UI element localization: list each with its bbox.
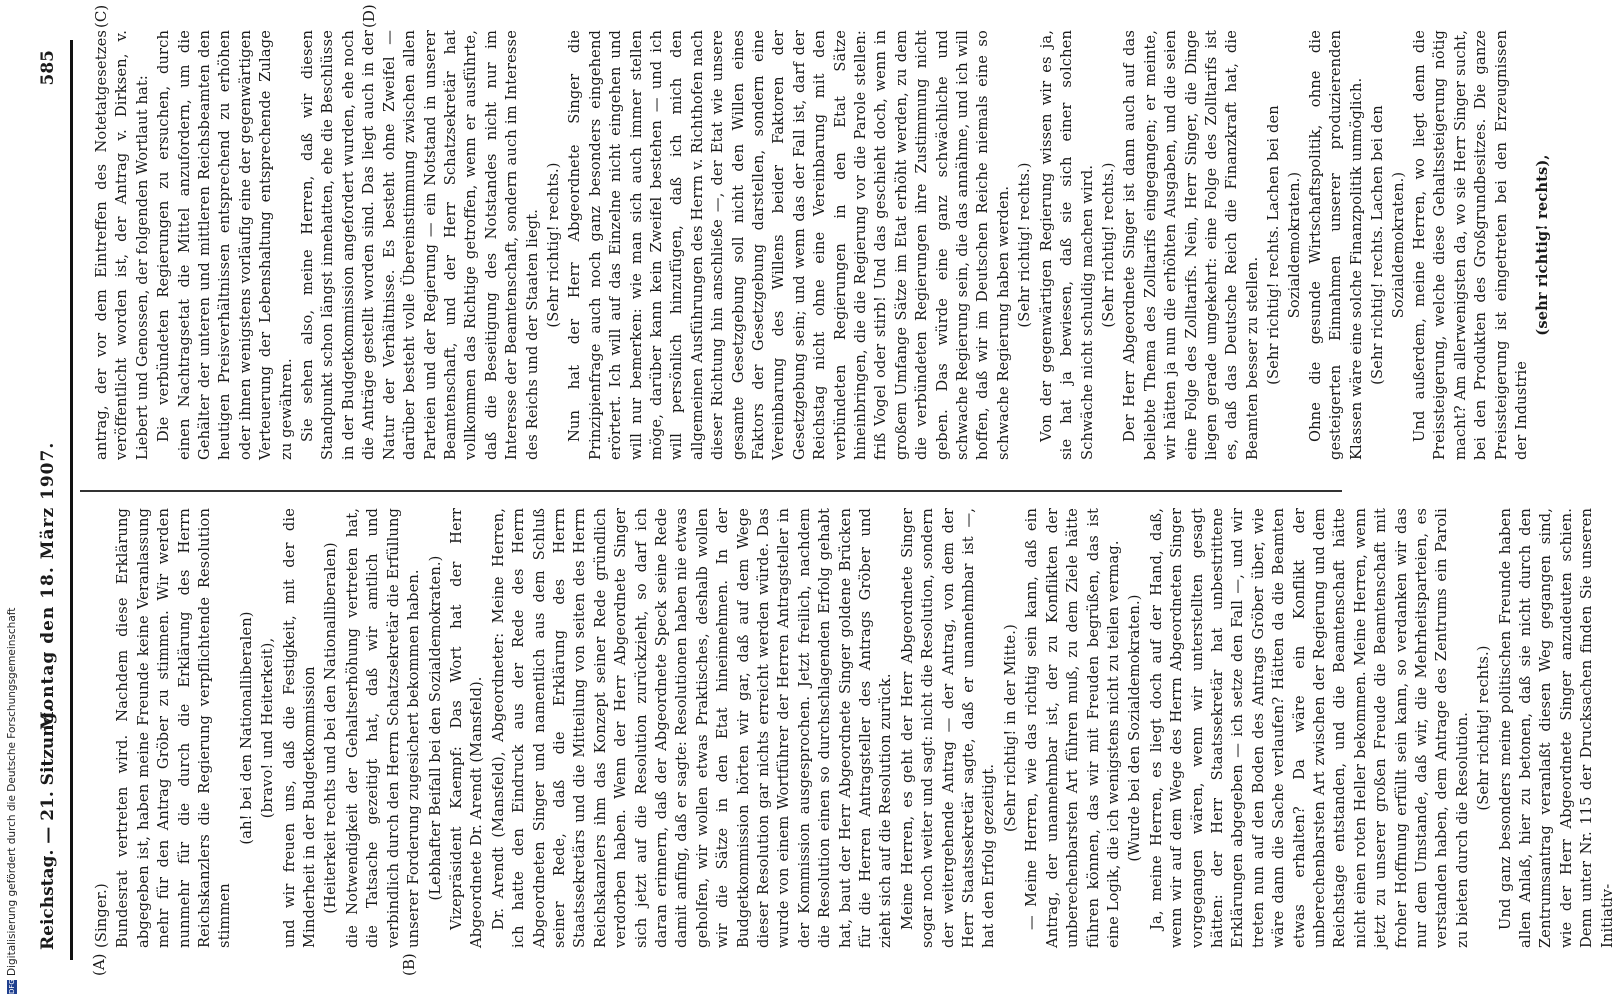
paragraph: Die verbündeten Regierungen zu ersuchen, durch einen Nachtragsetat die Mittel anzufordern, um die Gehälter der unteren und mittleren Reichsbeamten den heutigen Preisverhältnissen entsprechend zu erhöhen oder ihnen wenigstens vorläufig eine der gegenwärtigen Verteuerung der Lebenshaltung entsprechende Zulage zu gewähren. [155, 30, 295, 460]
paragraph: Und ganz besonders meine politischen Freunde haben allen Anlaß, hier zu betonen, daß sie nicht durch den Zentrumsantrag veranlaßt diesen Weg gegangen sind, wie der Herr Abgeordnete Singer anzudeuten schien. Denn unter Nr. 115 der Drucksachen finden Sie unseren Initiativ- [1496, 508, 1616, 948]
paragraph: Vizepräsident Kaempf: Das Wort hat der Herr Abgeordnete Dr. Arendt (Mansfeld). [447, 508, 486, 948]
paragraph: (Singer.) [93, 883, 110, 948]
paragraph: (Sehr richtig! in der Mitte.) [1001, 624, 1019, 832]
paragraph: (bravo! und Heiterkeit), [259, 637, 277, 819]
digitization-note: Digitalisierung gefördert durch die Deutsche Forschungsgemeinschaft [6, 607, 18, 976]
right-text-column [92, 30, 1552, 460]
header-session: Reichstag. — 21. Sitzung. [38, 706, 58, 950]
page-number: 585 [38, 50, 58, 86]
paragraph: (Sehr richtig! rechts.) [1016, 162, 1034, 328]
paragraph: (Sehr richtig! rechts.) [1475, 645, 1493, 811]
header-date: Montag den 18. März 1907. [38, 441, 58, 730]
paragraph: — Meine Herren, wie das richtig sein kann, daß ein Antrag, der unannehmbar ist, der zu Konflikten der unberechenbarsten Art führen muß, zu dem Ziele hätte führen können, das wir mit Freuden begrüßen, das ist eine Logik, die ich wenigstens nicht zu teilen vermag. [1023, 508, 1122, 948]
paragraph: (ah! bei den Nationalliberalen) [237, 611, 255, 845]
paragraph: (Heiterkeit rechts und bei den Nationalliberalen) [322, 542, 340, 914]
digitization-footer [6, 608, 18, 994]
dfg-logo-icon: DFG [8, 979, 16, 994]
paragraph: Von der gegenwärtigen Regierung wissen wir es ja, sie hat ja bewiesen, daß sie sich einer solchen Schwäche nicht schuldig machen wird. [1037, 30, 1096, 460]
paragraph: (Sehr richtig! rechts.) [1099, 162, 1117, 328]
paragraph: (Sehr richtig! rechts.) [544, 162, 562, 328]
paragraph: (Wurde bei den Sozialdemokraten.) [1126, 594, 1144, 862]
page-header [30, 40, 73, 960]
margin-marker-b: (B) [400, 953, 418, 976]
column-divider [80, 490, 1342, 492]
paragraph: Und außerdem, meine Herren, wo liegt denn die Preissteigerung, welche diese Gehaltssteigerung nötig macht? Am allerwenigsten da, wo sie Herr Singer sucht, bei den Produkten des Großgrundbesitzes. Die ganze Preissteigerung ist eingetreten bei den Erzeugnissen der Industrie [1411, 30, 1531, 460]
margin-marker-c: (C) [92, 4, 110, 28]
paragraph: Meine Herren, es geht der Herr Abgeordnete Singer sogar noch weiter und sagt: nicht die Resolution, sondern der weitergehende Antrag — der Antrag, von dem der Herr Staatssekretär sagte, daß er unannehmbar ist —, hat den Erfolg gezeitigt. [898, 508, 998, 948]
paragraph: Bundesrat vertreten wird. Nachdem diese Erklärung abgegeben ist, haben meine Freunde keine Veranlassung mehr für den Antrag Gröber zu stimmen. Wir werden nunmehr für die durch die Erklärung des Herrn Reichskanzlers die Regierung verpflichtende Resolution stimmen [114, 508, 234, 948]
paragraph: (Lebhafter Beifall bei den Sozialdemokraten.) [426, 555, 444, 901]
paragraph: Nun hat der Herr Abgeordnete Singer die Prinzipienfrage auch noch ganz besonders eingehend erörtert. Ich will auf das Einzelne nicht eingehen und will nur bemerken: wie man sich auch immer stellen möge, darüber kann kein Zweifel bestehen — und ich will persönlich hinzufügen, daß ich mich den allgemeinen Ausführungen des Herrn v. Richthofen nach dieser Richtung hin anschließe —, der Etat wie unsere gesamte Gesetzgebung soll nicht den Willen eines Faktors der Gesetzgebung darstellen, sondern eine Vereinbarung des Willens beider Faktoren der Gesetzgebung sein; und wenn das der Fall ist, darf der Reichstag nicht ohne eine Vereinbarung mit den verbündeten Regierungen in den Etat Sätze hineinbringen, die die Regierung vor die Parole stellen: friß Vogel oder stirb! Und das geschieht doch, wenn in großem Umfange Sätze im Etat erhöht werden, zu dem die verbündeten Regierungen ihre Zustimmung nicht geben. Das würde eine ganz schwächliche und schwache Regierung sein, die das annähme, und ich will hoffen, daß wir im Deutschen Reiche niemals eine so schwache Regierung haben werden. [566, 30, 1012, 460]
left-text-column [92, 508, 1616, 948]
paragraph: antrag, der vor dem Eintreffen des Notetatgesetzes veröffentlicht worden ist, der Antrag v. Dirksen, v. Liebert und Genossen, der folgenden Wortlaut hat: [93, 30, 151, 460]
paragraph: (sehr richtig! rechts), [1534, 154, 1552, 336]
paragraph: Ohne die gesunde Wirtschaftspolitik, ohne die gesteigerten Einnahmen unserer produzierenden Klassen wäre eine solche Finanzpolitik unmöglich. [1306, 30, 1365, 460]
paragraph: (Sehr richtig! rechts. Lachen bei den Sozialdemokraten.) [1369, 105, 1407, 385]
paragraph: und wir freuen uns, daß die Festigkeit, mit der die Minderheit in der Budgetkommission [280, 508, 319, 948]
paragraph: Ja, meine Herren, es liegt doch auf der Hand, daß, wenn wir auf dem Wege des Herrn Abgeordneten Singer vorgegangen wären, wenn wir unterstellten gesagt hätten: der Herr Staatssekretär hat unbestrittene Erklärungen abgegeben — ich setze den Fall —, und wir treten nun auf den Boden des Antrags Gröber über, wie wäre dann die Sache verlaufen? Hätten da die Beamten etwas erhalten? Da wäre ein Konflikt der unberechenbarsten Art zwischen der Regierung und dem Reichstage entstanden, und die Beamtenschaft hätte nicht einen roten Heller bekommen. Meine Herren, wenn jetzt zu unserer großen Freude die Beamtenschaft mit froher Hoffnung erfüllt sein kann, so verdanken wir das nur dem Umstande, daß wir, die Mehrheitsparteien, es verstanden haben, dem Antrage des Zentrums ein Paroli zu bieten durch die Resolution. [1147, 508, 1471, 948]
margin-marker-d: (D) [360, 4, 378, 28]
margin-marker-a: (A) [90, 953, 108, 976]
paragraph: die Notwendigkeit der Gehaltserhöhung vertreten hat, die Tatsache gezeitigt hat, daß wir amtlich und verbindlich durch den Herrn Schatzsekretär die Erfüllung unserer Forderung zugesichert bekommen haben. [343, 508, 423, 948]
paragraph: Dr. Arendt (Mansfeld), Abgeordneter: Meine Herren, ich hatte den Eindruck aus der Rede des Herrn Abgeordneten Singer und namentlich aus dem Schluß seiner Rede, daß die Erklärung des Herrn Staatssekretärs und die Mitteilung von seiten des Herrn Reichskanzlers ihm das Konzept seiner Rede gründlich verdorben haben. Wenn der Herr Abgeordnete Singer sich jetzt auf die Resolution zurückzieht, so darf ich daran erinnern, daß der Abgeordnete Speck seine Rede damit anfing, daß er sagte: Resolutionen haben nie etwas geholfen, wir wollen etwas Praktisches, deshalb wollen wir die Sätze in den Etat hineinnehmen. In der Budgetkommission hörten wir gar, daß auf dem Wege dieser Resolution gar nichts erreicht werden würde. Das wurde von einem Wortführer der Herren Antragsteller in der Kommission ausgesprochen. Jetzt freilich, nachdem die Resolution einen so durchschlagenden Erfolg gehabt hat, baut der Herr Abgeordnete Singer goldene Brücken für die Herren Antragsteller des Antrags Gröber und zieht sich auf die Resolution zurück. [489, 508, 895, 948]
paragraph: Der Herr Abgeordnete Singer ist dann auch auf das beliebte Thema des Zolltarifs eingegangen; er meinte, wir hätten ja nun die erhöhten Ausgaben, und die seien eine Folge des Zolltarifs. Nein, Herr Singer, die Dinge liegen gerade umgekehrt: eine Folge des Zolltarifs ist es, daß das Deutsche Reich die Finanzkraft hat, die Beamten besser zu stellen. [1121, 30, 1261, 460]
paragraph: Sie sehen also, meine Herren, daß wir diesen Standpunkt schon längst innehatten, ehe die Beschlüsse in der Budgetkommission angefordert wurden, ehe noch die Anträge gestellt worden sind. Das liegt auch in der Natur der Verhältnisse. Es besteht ohne Zweifel — darüber besteht volle Übereinstimmung zwischen allen Parteien und der Regierung — ein Notstand in unserer Beamtenschaft, und der Herr Schatzsekretär hat vollkommen das Richtige getroffen, wenn er ausführte, daß die Beseitigung des Notstandes nicht nur im Interesse der Beamtenschaft, sondern auch im Interesse des Reichs und der Staaten liegt. [299, 30, 541, 460]
paragraph: (Sehr richtig! rechts. Lachen bei den Sozialdemokraten.) [1265, 105, 1303, 385]
